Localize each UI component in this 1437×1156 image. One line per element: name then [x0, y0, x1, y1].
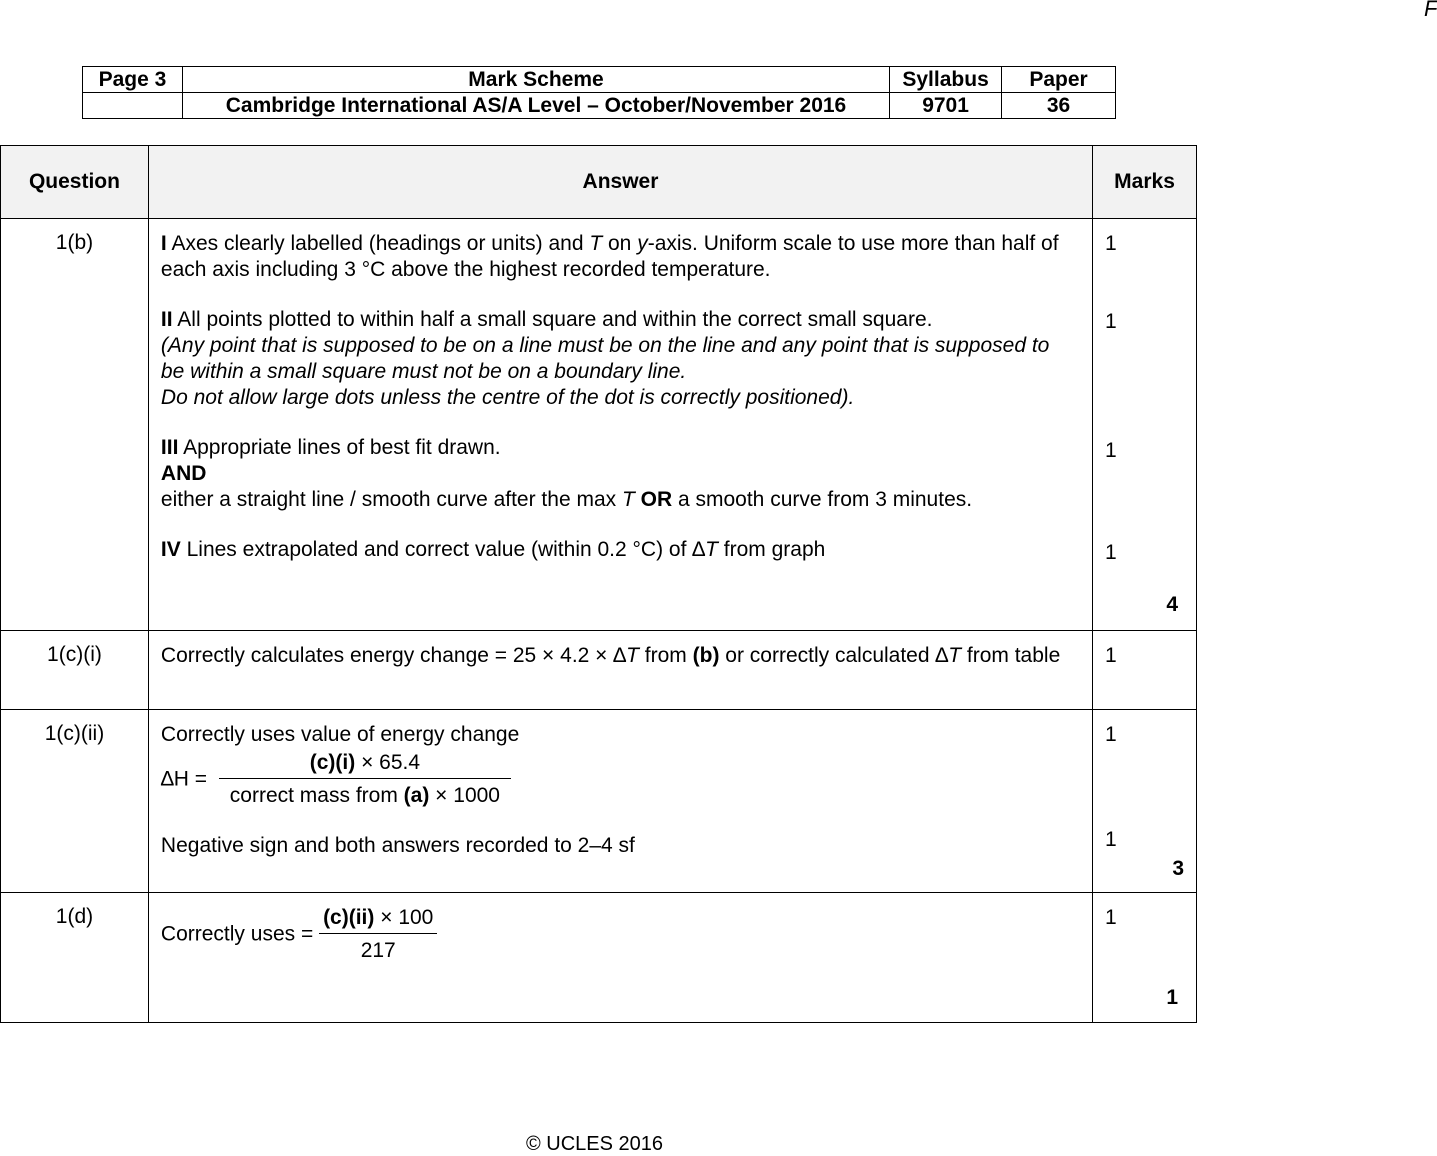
answer-point-i: I Axes clearly labelled (headings or units) and T on y-axis. Uniform scale to use more than half of each axis including 3 °C above the highest recorded temperature.	[160, 232, 1059, 281]
header-paper: 36	[1002, 93, 1116, 119]
table-row	[1, 219, 1197, 631]
header-title: Mark Scheme	[182, 67, 889, 93]
header-syllabus: 9701	[890, 93, 1002, 119]
answer-point-iv: IV Lines extrapolated and correct value (within 0.2 °C) of ∆T from graph	[160, 538, 826, 561]
mark-value: 1	[1105, 232, 1117, 255]
mark-value: 1	[1105, 906, 1117, 929]
mark-value: 1	[1105, 644, 1117, 667]
mark-scheme-table	[0, 145, 1197, 1023]
answer-cell	[148, 219, 1092, 631]
mark-value: 1	[1105, 828, 1117, 851]
answer-point-ii: II All points plotted to within half a small square and within the correct small square.	[160, 308, 933, 331]
table-header-row	[1, 146, 1197, 219]
mark-value: 1	[1105, 541, 1117, 564]
table-row	[1, 710, 1197, 893]
mark-total: 4	[1166, 593, 1178, 616]
answer-cell	[148, 710, 1092, 893]
question-number: 1(d)	[1, 893, 149, 1023]
fraction: $\frac{(c)(i) \times 65.4}{\text{correct mass from (a) × 1000}}$	[219, 750, 511, 809]
header-syllabus-label: Syllabus	[890, 67, 1002, 93]
header-page: Page 3	[83, 67, 183, 93]
delta-h-equation	[161, 750, 1078, 809]
marks-cell	[1093, 893, 1197, 1023]
table-row	[1, 893, 1197, 1023]
answer-note: (Any point that is supposed to be on a line must be on the line and any point that is supposed to be within a small square must not be on a boundary line.	[160, 334, 1050, 383]
header-exam: Cambridge International AS/A Level – October/November 2016	[182, 93, 889, 119]
question-number: 1(c)(ii)	[1, 710, 149, 893]
answer-cell	[148, 893, 1092, 1023]
question-number: 1(b)	[1, 219, 149, 631]
header-blank	[83, 93, 183, 119]
answer-text: Correctly uses value of energy change	[160, 723, 520, 746]
table-row	[1, 631, 1197, 710]
col-marks: Marks	[1093, 146, 1197, 219]
col-question: Question	[1, 146, 149, 219]
mark-value: 1	[1105, 310, 1117, 333]
answer-cell	[148, 631, 1092, 710]
col-answer: Answer	[148, 146, 1092, 219]
equation-label: Correctly uses =	[160, 922, 320, 946]
mark-total: 3	[1172, 857, 1184, 880]
percentage-equation	[161, 905, 1078, 964]
fraction: $\frac{(c)(ii) \times 100}{217}$	[319, 905, 437, 964]
answer-point-iii-detail: either a straight line / smooth curve after the max T OR a smooth curve from 3 minutes.	[160, 488, 973, 511]
answer-and: AND	[160, 462, 207, 485]
answer-note: Do not allow large dots unless the centre of the dot is correctly positioned).	[160, 386, 855, 409]
answer-text: Correctly calculates energy change = 25 × 4.2 × ∆T from (b) or correctly calculated ∆T from table	[160, 644, 1061, 667]
marks-cell	[1093, 631, 1197, 710]
mark-value: 1	[1105, 439, 1117, 462]
marks-cell	[1093, 219, 1197, 631]
header-paper-label: Paper	[1002, 67, 1116, 93]
answer-text: Negative sign and both answers recorded to 2–4 sf	[160, 834, 635, 857]
page-corner-mark: F	[1424, 0, 1437, 21]
copyright-footer: © UCLES 2016	[526, 1133, 664, 1155]
mark-total: 1	[1166, 986, 1178, 1009]
marks-cell	[1093, 710, 1197, 893]
delta-h-label: ∆H =	[160, 767, 208, 791]
mark-value: 1	[1105, 723, 1117, 746]
header-table	[82, 66, 1116, 119]
answer-point-iii: III Appropriate lines of best fit drawn.	[160, 436, 501, 459]
question-number: 1(c)(i)	[1, 631, 149, 710]
